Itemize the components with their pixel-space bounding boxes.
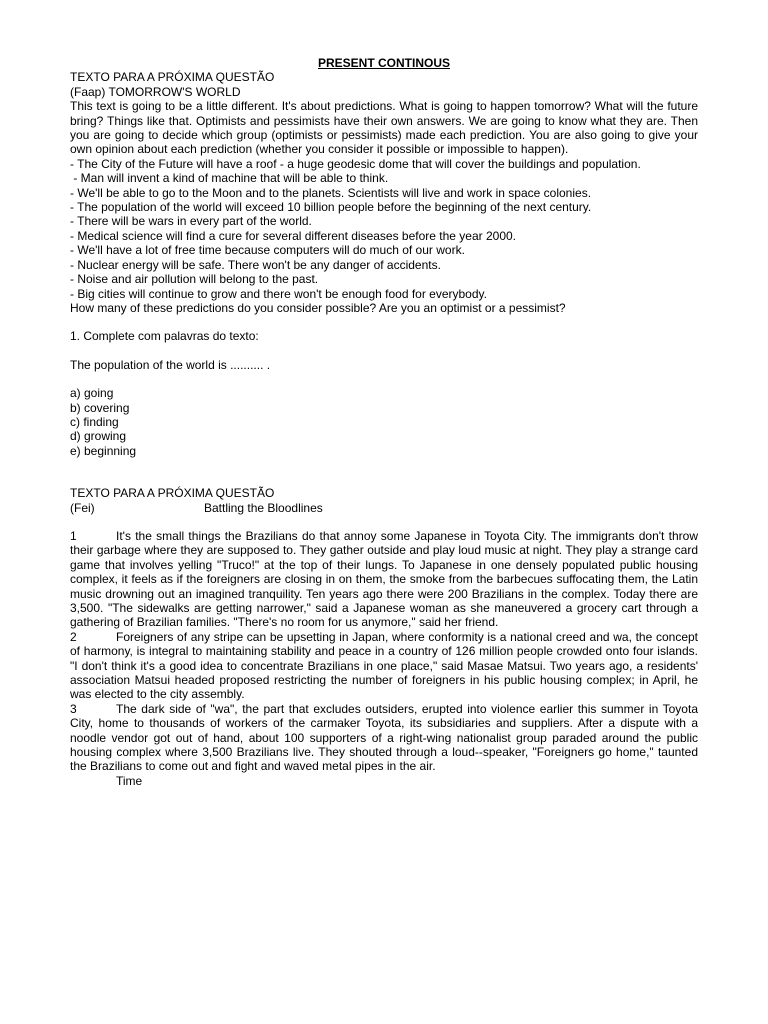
section1-source: (Faap) TOMORROW'S WORLD [70,84,241,99]
prediction-item: - We'll be able to go to the Moon and to the planets. Scientists will live and work in space colonies. [70,185,592,200]
section2-source-row [70,501,698,515]
prediction-item: - Nuclear energy will be safe. There won't be any danger of accidents. [70,257,441,272]
section1-header: TEXTO PARA A PRÓXIMA QUESTÃO [70,70,275,85]
paragraph-number: 1 [70,528,77,543]
document-title: PRESENT CONTINOUS [317,56,450,70]
paragraph-number: 3 [70,701,77,716]
section1-closing: How many of these predictions do you consider possible? Are you an optimist or a pessimist? [70,300,566,315]
paragraph-text: Foreigners of any stripe can be upsetting in Japan, where conformity is a national creed and wa, the concept of harmony, is integral to maintaining stability and peace in a country of 126 million people crowded onto four islands. "I don't think it's a good idea to concentrate Brazilians in one place," said Masae Matsui. Two years ago, a residents' association Matsui headed proposed restricting the number of foreigners in his public housing complex; in April, he was elected to the city assembly. [70,629,698,702]
question1-options [70,386,698,458]
prediction-item: - Big cities will continue to grow and there won't be enough food for everybody. [70,286,487,301]
article-source-trailer: Time [116,773,143,788]
answer-option-d: d) growing [70,429,127,444]
answer-option-b: b) covering [70,400,130,415]
answer-option-c: c) finding [70,414,119,429]
paragraph-text: The dark side of "wa", the part that excludes outsiders, erupted into violence earlier this summer in Toyota City, home to thousands of workers of the carmaker Toyota, its subsidiaries and suppliers. After a dispute with a noodle vendor got out of hand, about 100 supporters of a right-wing nationalist group paraded around the public housing complex where 3,500 Brazilians live. They shouted through a loud--speaker, "Foreigners go home," taunted the Brazilians to come out and fight and waved metal pipes in the air. [70,701,698,774]
prediction-item: - Medical science will find a cure for several different diseases before the year 2000. [70,228,517,243]
article-paragraph [70,529,698,630]
question1-prompt: 1. Complete com palavras do texto: [70,329,259,344]
section2-source: (Fei) [70,500,95,515]
article-title: Battling the Bloodlines [204,500,323,515]
answer-option-e: e) beginning [70,443,137,458]
section1-intro: This text is going to be a little different. It's about predictions. What is going to happen tomorrow? What will the future bring? Things like that. Optimists and pessimists have their own answers. We are going to know what they are. Then you are going to decide which group (optimists or pessimists) made each prediction. You are also going to give your own opinion about each prediction (whether you consider it possible or impossible to happen). [70,99,698,157]
paragraph-number: 2 [70,629,77,644]
article-paragraph [70,630,698,702]
prediction-item: - Noise and air pollution will belong to the past. [70,272,319,287]
answer-option-a: a) going [70,386,114,401]
question1-sentence: The population of the world is .......... . [70,357,271,372]
prediction-item: - The City of the Future will have a roof - a huge geodesic dome that will cover the buildings and population. [70,156,641,171]
prediction-item: - There will be wars in every part of the world. [70,214,312,229]
document-body [70,56,698,788]
prediction-item: - We'll have a lot of free time because computers will do much of our work. [70,243,465,258]
paragraph-text: It's the small things the Brazilians do that annoy some Japanese in Toyota City. The immigrants don't throw their garbage where they are supposed to. They gather outside and play loud music at night. They play a strange card game that involves yelling "Truco!" at the top of their lungs. To Japanese in one densely populated public housing complex, it feels as if the foreigners are closing in on them, the smoke from the barbecues suffocating them, the Latin music drowning out an imagined tranquility. Ten years ago there were 200 Brazilians in the complex. Today there are 3,500. "The sidewalks are getting narrower," said a Japanese woman as she maneuvered a grocery cart through a gathering of Brazilian families. "There's no room for us anymore," said her friend. [70,528,698,630]
prediction-item: - Man will invent a kind of machine that will be able to think. [70,171,389,186]
section2-header: TEXTO PARA A PRÓXIMA QUESTÃO [70,486,275,501]
prediction-item: - The population of the world will exceed 10 billion people before the beginning of the next century. [70,200,592,215]
predictions-list [70,157,698,301]
article-paragraph [70,702,698,774]
